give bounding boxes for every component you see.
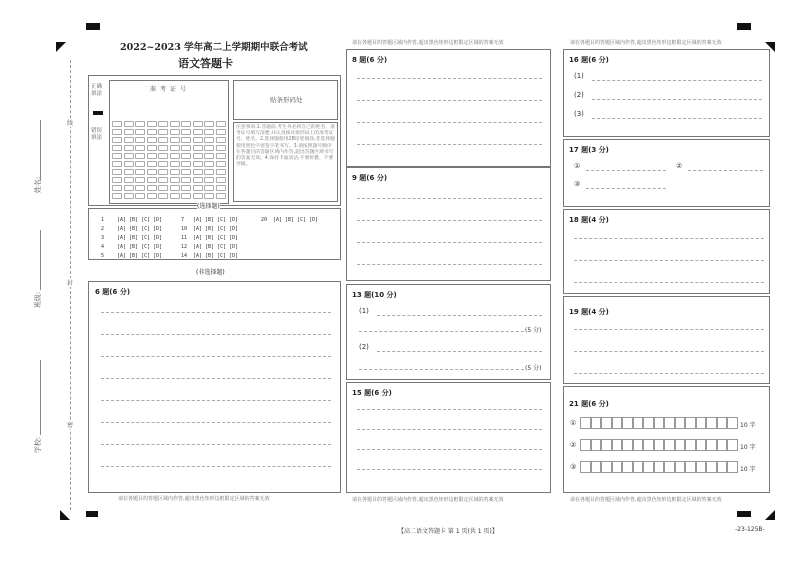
char-cell[interactable]	[633, 439, 644, 451]
digit-bubble[interactable]	[204, 129, 214, 135]
answer-line[interactable]	[688, 170, 763, 171]
digit-bubble[interactable]	[135, 185, 145, 191]
choice-column-3	[261, 217, 318, 226]
answer-line[interactable]	[357, 242, 542, 243]
answer-line[interactable]	[574, 329, 764, 330]
question-18-area	[563, 209, 770, 294]
answer-line[interactable]	[574, 282, 764, 283]
digit-bubble[interactable]	[181, 177, 191, 183]
digit-bubble[interactable]	[112, 153, 122, 159]
char-cell[interactable]	[633, 417, 644, 429]
question-17-label: 17 题(3 分)	[569, 146, 609, 154]
question-16-area	[563, 49, 770, 137]
question-18-label: 18 题(4 分)	[569, 216, 609, 224]
question-17-sub-1: ①	[574, 162, 581, 170]
question-21-label: 21 题(6 分)	[569, 400, 609, 408]
question-16-sub-3: (3)	[574, 110, 584, 118]
char-cell[interactable]	[601, 439, 612, 451]
digit-bubble[interactable]	[147, 137, 157, 143]
answer-line[interactable]	[359, 369, 524, 370]
digit-bubble[interactable]	[181, 145, 191, 151]
char-cell[interactable]	[591, 461, 602, 473]
digit-bubble[interactable]	[158, 169, 168, 175]
corner-triangle-bottom-right	[765, 510, 775, 520]
digit-bubble[interactable]	[216, 193, 226, 199]
char-cell[interactable]	[601, 417, 612, 429]
char-cell[interactable]	[643, 439, 654, 451]
digit-bubble[interactable]	[147, 121, 157, 127]
answer-line[interactable]	[377, 351, 542, 352]
digit-bubble[interactable]	[181, 137, 191, 143]
question-8-label: 8 题(6 分)	[352, 56, 388, 64]
digit-bubble[interactable]	[112, 169, 122, 175]
answer-line[interactable]	[592, 118, 762, 119]
choice-column-2	[181, 217, 238, 262]
digit-bubble[interactable]	[193, 177, 203, 183]
char-cell[interactable]	[664, 461, 675, 473]
answer-line[interactable]	[574, 260, 764, 261]
digit-bubble[interactable]	[124, 137, 134, 143]
question-19-area	[563, 296, 770, 384]
digit-bubble[interactable]	[147, 193, 157, 199]
digit-bubble[interactable]	[181, 161, 191, 167]
digit-bubble[interactable]	[181, 185, 191, 191]
answer-line[interactable]	[101, 334, 331, 335]
warning-col3-top: 请在各题目的答题区域内作答,超出黑色矩形边框限定区域的答案无效	[570, 40, 722, 46]
digit-bubble[interactable]	[158, 185, 168, 191]
digit-bubble[interactable]	[216, 121, 226, 127]
footer-page-info: 【高二语文答题卡 第 1 页(共 1 页)】	[398, 528, 498, 535]
choice-row[interactable]: 12 [A] [B] [C] [D]	[181, 244, 239, 250]
question-9-area	[346, 167, 551, 281]
question-16-sub-1: (1)	[574, 72, 584, 80]
digit-bubble[interactable]	[112, 129, 122, 135]
digit-bubble[interactable]	[193, 161, 203, 167]
question-16-label: 16 题(6 分)	[569, 56, 609, 64]
answer-line[interactable]	[101, 312, 331, 313]
answer-line[interactable]	[101, 444, 331, 445]
char-cell[interactable]	[706, 439, 717, 451]
digit-bubble[interactable]	[193, 169, 203, 175]
digit-bubble[interactable]	[170, 137, 180, 143]
question-16-sub-2: (2)	[574, 91, 584, 99]
char-cell[interactable]	[675, 417, 686, 429]
digit-bubble[interactable]	[170, 161, 180, 167]
digit-bubble[interactable]	[112, 161, 122, 167]
digit-bubble[interactable]	[204, 185, 214, 191]
digit-bubble[interactable]	[170, 193, 180, 199]
digit-bubble[interactable]	[135, 169, 145, 175]
barcode-area	[233, 80, 338, 120]
digit-bubble[interactable]	[204, 153, 214, 159]
choice-row[interactable]: 10 [A] [B] [C] [D]	[181, 226, 239, 232]
digit-bubble[interactable]	[135, 153, 145, 159]
digit-bubble[interactable]	[216, 161, 226, 167]
digit-bubble[interactable]	[147, 129, 157, 135]
digit-bubble[interactable]	[158, 153, 168, 159]
answer-line[interactable]	[101, 400, 331, 401]
digit-bubble[interactable]	[147, 169, 157, 175]
answer-line[interactable]	[574, 238, 764, 239]
digit-bubble[interactable]	[135, 161, 145, 167]
answer-line[interactable]	[357, 469, 542, 470]
correct-fill-sample	[93, 111, 103, 115]
exam-title: 2022~2023 学年高二上学期期中联合考试	[120, 42, 308, 53]
digit-bubble[interactable]	[124, 121, 134, 127]
choice-column-1	[101, 217, 162, 262]
char-cell[interactable]	[580, 461, 591, 473]
warning-col2-bottom: 请在各题目的答题区域内作答,超出黑色矩形边框限定区域的答案无效	[352, 497, 504, 503]
char-cell[interactable]	[696, 439, 707, 451]
seal-char-mi: 密	[67, 422, 74, 429]
char-cell[interactable]	[727, 439, 738, 451]
question-17-area	[563, 139, 770, 207]
digit-bubble[interactable]	[216, 177, 226, 183]
answer-line[interactable]	[101, 378, 331, 379]
char-cell[interactable]	[685, 439, 696, 451]
digit-bubble[interactable]	[147, 185, 157, 191]
choice-row[interactable]: 1 [A] [B] [C] [D]	[101, 217, 163, 223]
digit-bubble[interactable]	[147, 153, 157, 159]
corner-triangle-top-left	[56, 42, 66, 52]
question-15-label: 15 题(6 分)	[352, 389, 392, 397]
choice-row[interactable]: 7 [A] [B] [C] [D]	[181, 217, 239, 223]
digit-bubble[interactable]	[112, 193, 122, 199]
digit-bubble[interactable]	[204, 137, 214, 143]
answer-line[interactable]	[357, 122, 542, 123]
warning-col3-bottom: 请在各题目的答题区域内作答,超出黑色矩形边框限定区域的答案无效	[570, 497, 722, 503]
digit-bubble[interactable]	[124, 129, 134, 135]
answer-line[interactable]	[586, 188, 666, 189]
char-cell[interactable]	[664, 439, 675, 451]
char-cell[interactable]	[601, 461, 612, 473]
answer-line[interactable]	[101, 422, 331, 423]
digit-bubble[interactable]	[216, 137, 226, 143]
question-21-count-3: 10 字	[740, 466, 756, 473]
digit-bubble[interactable]	[193, 153, 203, 159]
char-cell[interactable]	[580, 417, 591, 429]
char-cell[interactable]	[696, 461, 707, 473]
answer-line[interactable]	[574, 351, 764, 352]
name-label: 姓名:	[34, 176, 43, 194]
question-17-sub-2: ②	[676, 162, 683, 170]
side-label-correct: 正确填涂	[91, 84, 103, 97]
digit-bubble[interactable]	[112, 185, 122, 191]
notes-box	[233, 122, 338, 202]
question-9-label: 9 题(6 分)	[352, 174, 388, 182]
char-cell[interactable]	[580, 439, 591, 451]
char-cell[interactable]	[685, 417, 696, 429]
digit-bubble[interactable]	[158, 121, 168, 127]
question-21-sub-1: ①	[570, 419, 577, 427]
digit-bubble[interactable]	[124, 177, 134, 183]
question-8-area	[346, 49, 551, 167]
choice-row[interactable]: 3 [A] [B] [C] [D]	[101, 235, 163, 241]
question-6-label: 6 题(6 分)	[95, 288, 131, 296]
char-cell[interactable]	[727, 461, 738, 473]
question-21-count-2: 10 字	[740, 444, 756, 451]
nonchoice-title: (非选择题)	[196, 269, 225, 276]
digit-bubble[interactable]	[158, 137, 168, 143]
digit-bubble[interactable]	[170, 153, 180, 159]
char-cell[interactable]	[612, 417, 623, 429]
digit-bubble[interactable]	[181, 129, 191, 135]
digit-bubble[interactable]	[204, 121, 214, 127]
digit-bubble[interactable]	[204, 193, 214, 199]
char-cell[interactable]	[717, 461, 728, 473]
digit-bubble[interactable]	[170, 185, 180, 191]
choice-row[interactable]: 11 [A] [B] [C] [D]	[181, 235, 239, 241]
question-13-score-1: (5 分)	[525, 327, 542, 334]
digit-bubble[interactable]	[170, 169, 180, 175]
answer-line[interactable]	[574, 373, 764, 374]
answer-line[interactable]	[101, 466, 331, 467]
digit-bubble[interactable]	[158, 129, 168, 135]
char-cell[interactable]	[685, 461, 696, 473]
digit-bubble[interactable]	[193, 121, 203, 127]
question-21-area	[563, 386, 770, 493]
choice-row[interactable]: 14 [A] [B] [C] [D]	[181, 253, 239, 259]
char-cell[interactable]	[622, 439, 633, 451]
char-cell[interactable]	[591, 439, 602, 451]
answer-line[interactable]	[357, 100, 542, 101]
digit-bubble[interactable]	[204, 161, 214, 167]
class-label: 班级:	[34, 291, 43, 309]
choice-row[interactable]: 2 [A] [B] [C] [D]	[101, 226, 163, 232]
question-17-sub-3: ③	[574, 180, 581, 188]
choice-title: (选择题)	[197, 203, 220, 210]
digit-bubble[interactable]	[112, 145, 122, 151]
char-cell[interactable]	[612, 461, 623, 473]
question-15-area	[346, 382, 551, 493]
warning-col2-top: 请在各题目的答题区域内作答,超出黑色矩形边框限定区域的答案无效	[352, 40, 504, 46]
question-21-sub-3: ③	[570, 463, 577, 471]
digit-bubble[interactable]	[170, 145, 180, 151]
digit-bubble[interactable]	[216, 145, 226, 151]
question-13-area	[346, 284, 551, 380]
digit-bubble[interactable]	[216, 153, 226, 159]
choice-section	[88, 203, 341, 260]
digit-bubble[interactable]	[193, 185, 203, 191]
char-cell[interactable]	[622, 461, 633, 473]
answer-line[interactable]	[357, 429, 542, 430]
answer-line[interactable]	[357, 409, 542, 410]
digit-bubble[interactable]	[158, 193, 168, 199]
char-cell[interactable]	[706, 417, 717, 429]
digit-bubble[interactable]	[204, 169, 214, 175]
char-cell[interactable]	[622, 417, 633, 429]
char-cell[interactable]	[717, 417, 728, 429]
id-section	[88, 75, 341, 206]
char-cell[interactable]	[654, 439, 665, 451]
registration-mark-top-right	[737, 23, 751, 30]
digit-bubble[interactable]	[147, 145, 157, 151]
char-cell[interactable]	[675, 439, 686, 451]
question-13-sub-1: (1)	[359, 307, 369, 315]
char-cell[interactable]	[675, 461, 686, 473]
digit-bubble[interactable]	[147, 177, 157, 183]
choice-row[interactable]: 4 [A] [B] [C] [D]	[101, 244, 163, 250]
digit-bubble[interactable]	[170, 177, 180, 183]
question-21-sub-2: ②	[570, 441, 577, 449]
registration-mark-bottom-right	[737, 511, 751, 517]
answer-line[interactable]	[357, 220, 542, 221]
question-13-score-2: (5 分)	[525, 365, 542, 372]
digit-bubble[interactable]	[135, 177, 145, 183]
corner-triangle-bottom-left	[60, 510, 70, 520]
card-title: 语文答题卡	[178, 57, 233, 70]
answer-line[interactable]	[592, 80, 762, 81]
digit-bubble[interactable]	[181, 169, 191, 175]
answer-line[interactable]	[359, 331, 524, 332]
digit-bubble[interactable]	[170, 129, 180, 135]
char-cell[interactable]	[612, 439, 623, 451]
char-cell[interactable]	[643, 461, 654, 473]
school-label: 学校:	[34, 436, 43, 454]
char-cell[interactable]	[696, 417, 707, 429]
digit-bubble[interactable]	[158, 177, 168, 183]
footer-code: -23-125B-	[735, 526, 765, 533]
char-cell[interactable]	[654, 461, 665, 473]
exam-number-label: 准考证号	[150, 86, 191, 93]
char-cell[interactable]	[643, 417, 654, 429]
digit-bubble[interactable]	[147, 161, 157, 167]
warning-col1: 请在各题目的答题区域内作答,超出黑色矩形边框限定区域的答案无效	[118, 496, 270, 502]
class-underline	[40, 230, 41, 290]
digit-bubble[interactable]	[112, 137, 122, 143]
digit-bubble[interactable]	[193, 145, 203, 151]
digit-bubble[interactable]	[124, 145, 134, 151]
digit-bubble[interactable]	[124, 161, 134, 167]
answer-line[interactable]	[592, 99, 762, 100]
question-19-label: 19 题(4 分)	[569, 308, 609, 316]
digit-bubble[interactable]	[135, 145, 145, 151]
digit-bubble[interactable]	[112, 177, 122, 183]
question-21-count-1: 10 字	[740, 422, 756, 429]
digit-bubble[interactable]	[181, 193, 191, 199]
answer-line[interactable]	[357, 144, 542, 145]
answer-line[interactable]	[357, 449, 542, 450]
answer-line[interactable]	[357, 78, 542, 79]
char-cell[interactable]	[591, 417, 602, 429]
digit-bubble[interactable]	[181, 121, 191, 127]
answer-line[interactable]	[101, 356, 331, 357]
digit-bubble[interactable]	[124, 169, 134, 175]
digit-bubble[interactable]	[181, 153, 191, 159]
digit-bubble[interactable]	[112, 121, 122, 127]
char-cell[interactable]	[717, 439, 728, 451]
registration-mark-bottom-left	[86, 511, 98, 517]
answer-line[interactable]	[357, 264, 542, 265]
notes-text: 注意事项:1.答题前,考生务必将自己的姓名、准考证号填写清楚,并认真核对条形码上的准考证号、姓名。2.选择题使用2B铅笔填涂,非选择题使用黑色字迹签字笔书写。3.请按照题号顺序在各题目的答题区域内作答,超出答题区域书写的答案无效。4.保持卡面清洁,不要折叠、不要弄破。	[236, 125, 335, 168]
seal-char-xian: 线	[67, 120, 74, 127]
digit-bubble[interactable]	[204, 177, 214, 183]
digit-bubble[interactable]	[216, 185, 226, 191]
digit-bubble[interactable]	[193, 193, 203, 199]
digit-bubble[interactable]	[135, 193, 145, 199]
school-underline	[40, 360, 41, 435]
answer-line[interactable]	[357, 198, 542, 199]
digit-bubble[interactable]	[216, 129, 226, 135]
digit-bubble[interactable]	[124, 193, 134, 199]
digit-bubble[interactable]	[124, 153, 134, 159]
char-cell[interactable]	[654, 417, 665, 429]
question-13-sub-2: (2)	[359, 343, 369, 351]
answer-line[interactable]	[586, 170, 666, 171]
digit-bubble[interactable]	[158, 161, 168, 167]
barcode-label: 贴条形码处	[270, 96, 303, 104]
question-6-area	[88, 281, 341, 493]
char-cell[interactable]	[664, 417, 675, 429]
choice-row[interactable]: 20 [A] [B] [C] [D]	[261, 217, 319, 223]
question-13-label: 13 题(10 分)	[352, 291, 397, 299]
char-cell[interactable]	[727, 417, 738, 429]
digit-bubble[interactable]	[135, 121, 145, 127]
digit-bubble[interactable]	[204, 145, 214, 151]
char-cell[interactable]	[633, 461, 644, 473]
digit-bubble[interactable]	[216, 169, 226, 175]
seal-char-feng: 封	[67, 280, 74, 287]
digit-bubble[interactable]	[170, 121, 180, 127]
char-cell[interactable]	[706, 461, 717, 473]
choice-row[interactable]: 5 [A] [B] [C] [D]	[101, 253, 163, 259]
digit-bubble[interactable]	[135, 129, 145, 135]
name-underline	[40, 120, 41, 180]
answer-line[interactable]	[377, 315, 542, 316]
exam-number-grid	[109, 80, 229, 204]
digit-bubble[interactable]	[158, 145, 168, 151]
digit-bubble[interactable]	[193, 129, 203, 135]
digit-bubble[interactable]	[124, 185, 134, 191]
side-label-wrong: 错误填涂	[91, 128, 103, 141]
digit-bubble[interactable]	[193, 137, 203, 143]
registration-mark-top-left	[86, 23, 100, 30]
digit-bubble[interactable]	[135, 137, 145, 143]
